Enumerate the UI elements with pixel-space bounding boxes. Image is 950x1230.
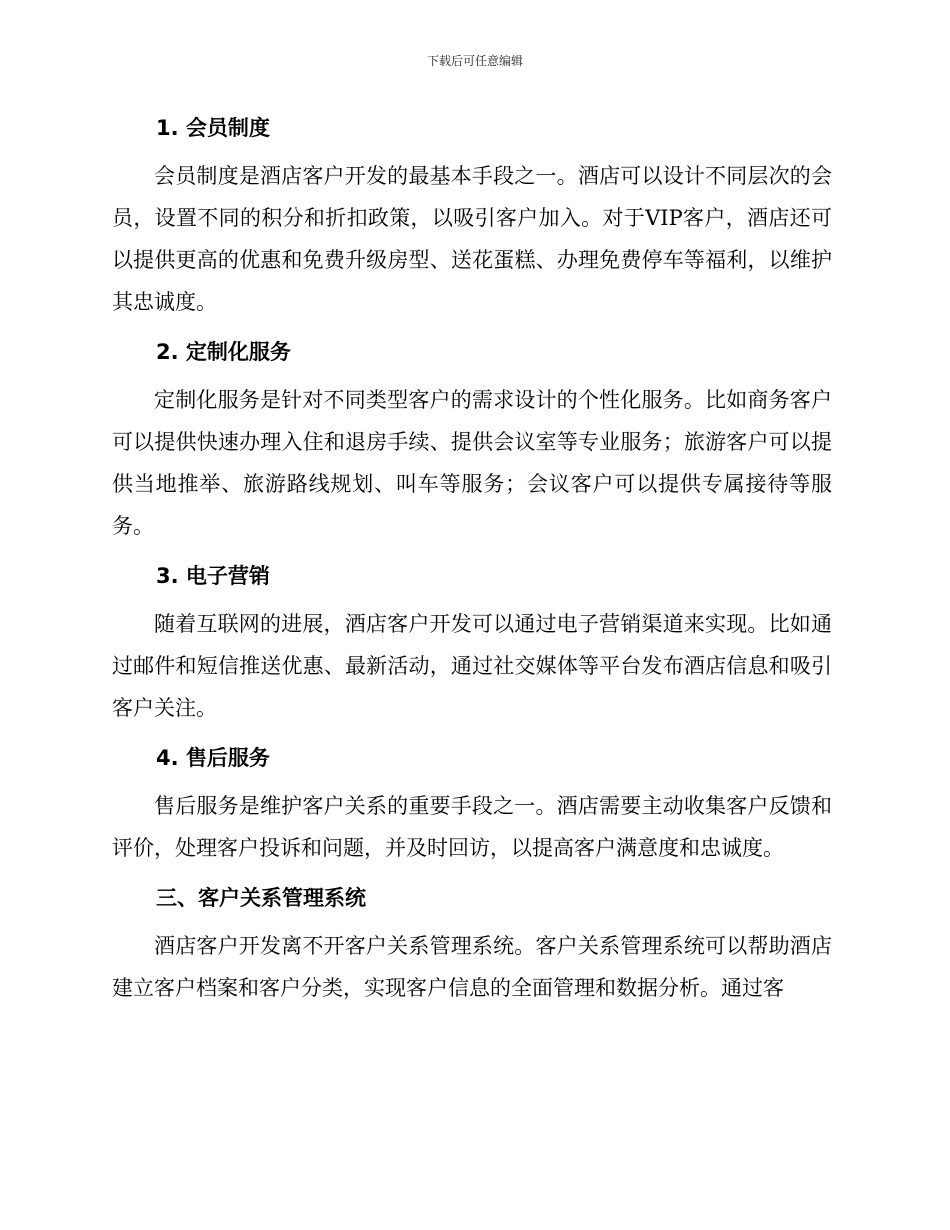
- section-paragraph-membership: 会员制度是酒店客户开发的最基本手段之一。酒店可以设计不同层次的会员，设置不同的积分和折扣政策，以吸引客户加入。对于VIP客户，酒店还可以提供更高的优惠和免费升级房型、送花蛋糕、办理免费停车等福利，以维护其忠诚度。: [112, 164, 832, 314]
- section-heading-after-sales: 4. 售后服务: [156, 746, 270, 770]
- section-paragraph-after-sales: 售后服务是维护客户关系的重要手段之一。酒店需要主动收集客户反馈和评价，处理客户投诉和问题，并及时回访，以提高客户满意度和忠诚度。: [112, 794, 832, 860]
- document-body: [112, 108, 832, 1018]
- section-heading-customized-service: 2. 定制化服务: [156, 340, 291, 364]
- section-paragraph-e-marketing: 随着互联网的进展，酒店客户开发可以通过电子营销渠道来实现。比如通过邮件和短信推送优惠、最新活动，通过社交媒体等平台发布酒店信息和吸引客户关注。: [112, 612, 832, 720]
- section-paragraph-customized-service: 定制化服务是针对不同类型客户的需求设计的个性化服务。比如商务客户可以提供快速办理入住和退房手续、提供会议室等专业服务；旅游客户可以提供当地推举、旅游路线规划、叫车等服务；会议客户可以提供专属接待等服务。: [112, 388, 832, 538]
- section-heading-e-marketing: 3. 电子营销: [156, 564, 270, 588]
- section-heading-crm-system: 三、客户关系管理系统: [156, 886, 366, 910]
- page-header: 下载后可任意编辑: [426, 54, 523, 68]
- section-heading-membership: 1. 会员制度: [156, 116, 270, 140]
- section-paragraph-crm-system: 酒店客户开发离不开客户关系管理系统。客户关系管理系统可以帮助酒店建立客户档案和客户分类，实现客户信息的全面管理和数据分析。通过客: [112, 934, 832, 1000]
